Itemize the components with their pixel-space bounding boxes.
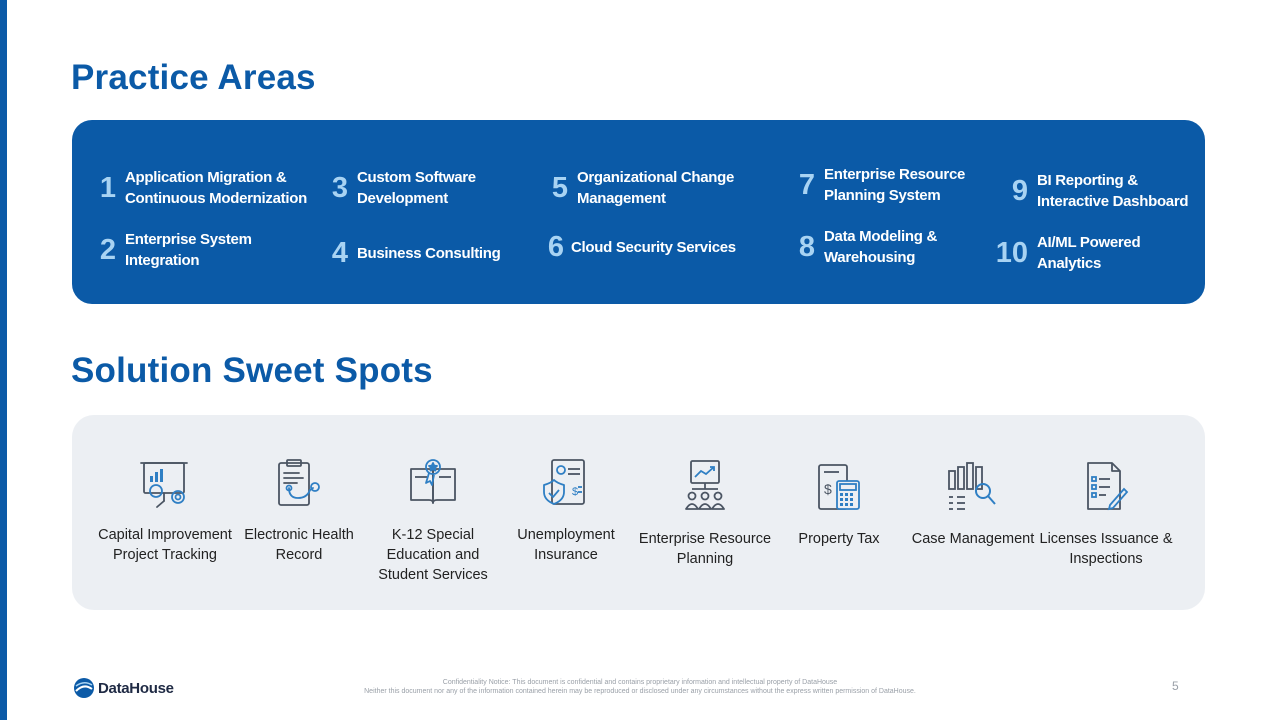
- book-award-icon: [403, 455, 463, 515]
- sweet-spot-item: [499, 455, 633, 565]
- practice-area-number: 6: [547, 231, 564, 263]
- practice-area-item: [96, 167, 320, 209]
- svg-text:$: $: [572, 486, 579, 498]
- datahouse-logo: [73, 677, 174, 699]
- sweet-spot-label: Electronic Health Record: [244, 527, 354, 563]
- practice-area-label: Business Consulting: [357, 245, 501, 262]
- practice-area-label: AI/ML Powered Analytics: [1037, 234, 1141, 272]
- sweet-spot-item: [638, 459, 772, 569]
- practice-area-item: [548, 167, 752, 209]
- sweet-spot-item: [772, 459, 906, 549]
- sweet-spot-item: [906, 459, 1040, 549]
- bill-calculator-icon: [809, 459, 869, 519]
- practice-area-label: Cloud Security Services: [571, 239, 736, 256]
- practice-area-label: Application Migration & Continuous Modernization: [125, 169, 307, 207]
- confidentiality-notice: [300, 678, 980, 696]
- practice-area-label: Enterprise System Integration: [125, 231, 252, 269]
- sweet-spot-item: [98, 455, 232, 565]
- sweet-spot-label: Capital Improvement Project Tracking: [98, 527, 232, 563]
- page-number: 5: [1172, 679, 1179, 693]
- practice-area-item: [795, 226, 954, 268]
- practice-area-item: [1008, 170, 1202, 212]
- practice-area-label: Enterprise Resource Planning System: [824, 166, 966, 204]
- practice-area-number: 1: [99, 171, 116, 204]
- practice-area-item: [993, 232, 1167, 274]
- practice-area-item: [544, 233, 761, 262]
- practice-area-number: 8: [798, 230, 815, 263]
- practice-areas-heading: Practice Areas: [71, 58, 316, 97]
- practice-area-item: [328, 167, 492, 209]
- document-shield-dollar-icon: [536, 455, 596, 515]
- org-chart-icon: [675, 459, 735, 519]
- practice-area-number: 4: [331, 237, 348, 269]
- svg-text:$: $: [824, 481, 832, 497]
- sweet-spot-item: [366, 455, 500, 585]
- sweet-spot-label: Case Management: [911, 531, 1035, 547]
- practice-area-label: Organizational Change Management: [577, 169, 735, 207]
- practice-area-number: 3: [331, 171, 348, 204]
- practice-area-label: Custom Software Development: [357, 169, 476, 207]
- bar-chart-magnifier-icon: [943, 459, 1003, 519]
- logo-text: DataHouse: [98, 679, 174, 697]
- confidentiality-line-2: Neither this document nor any of the information contained herein may be reproduced or disclosed under any circumstances without the express written permission of DataHouse.: [364, 688, 916, 695]
- left-accent-bar: [0, 0, 7, 720]
- sweet-spots-heading: Solution Sweet Spots: [71, 351, 433, 390]
- sweet-spot-label: Property Tax: [798, 531, 880, 547]
- practice-area-item: [795, 164, 984, 206]
- confidentiality-line-1: Confidentiality Notice: This document is confidential and contains proprietary information and intellectual property of DataHouse: [442, 679, 838, 686]
- sweet-spot-item: [232, 455, 366, 565]
- checklist-pen-icon: [1076, 459, 1136, 519]
- sweet-spot-label: K-12 Special Education and Student Services: [378, 527, 488, 583]
- practice-areas-panel: [72, 120, 1205, 304]
- sweet-spots-panel: [72, 415, 1205, 610]
- practice-area-item: [96, 229, 275, 271]
- project-chart-gear-icon: [135, 455, 195, 515]
- practice-area-number: 5: [551, 171, 568, 204]
- datahouse-logo-icon: [73, 677, 95, 699]
- practice-area-number: 7: [798, 168, 815, 201]
- practice-area-label: Data Modeling & Warehousing: [824, 228, 938, 266]
- practice-area-number: 9: [1011, 174, 1028, 207]
- practice-area-number: 2: [99, 233, 116, 266]
- sweet-spot-label: Unemployment Insurance: [517, 527, 615, 563]
- practice-area-number: 10: [995, 236, 1028, 269]
- sweet-spot-label: Enterprise Resource Planning: [638, 531, 772, 567]
- sweet-spot-item: [1039, 459, 1173, 569]
- practice-area-label: BI Reporting & Interactive Dashboard: [1037, 172, 1189, 210]
- practice-area-item: [328, 239, 527, 268]
- clipboard-stethoscope-icon: [269, 455, 329, 515]
- sweet-spot-label: Licenses Issuance & Inspections: [1039, 531, 1173, 567]
